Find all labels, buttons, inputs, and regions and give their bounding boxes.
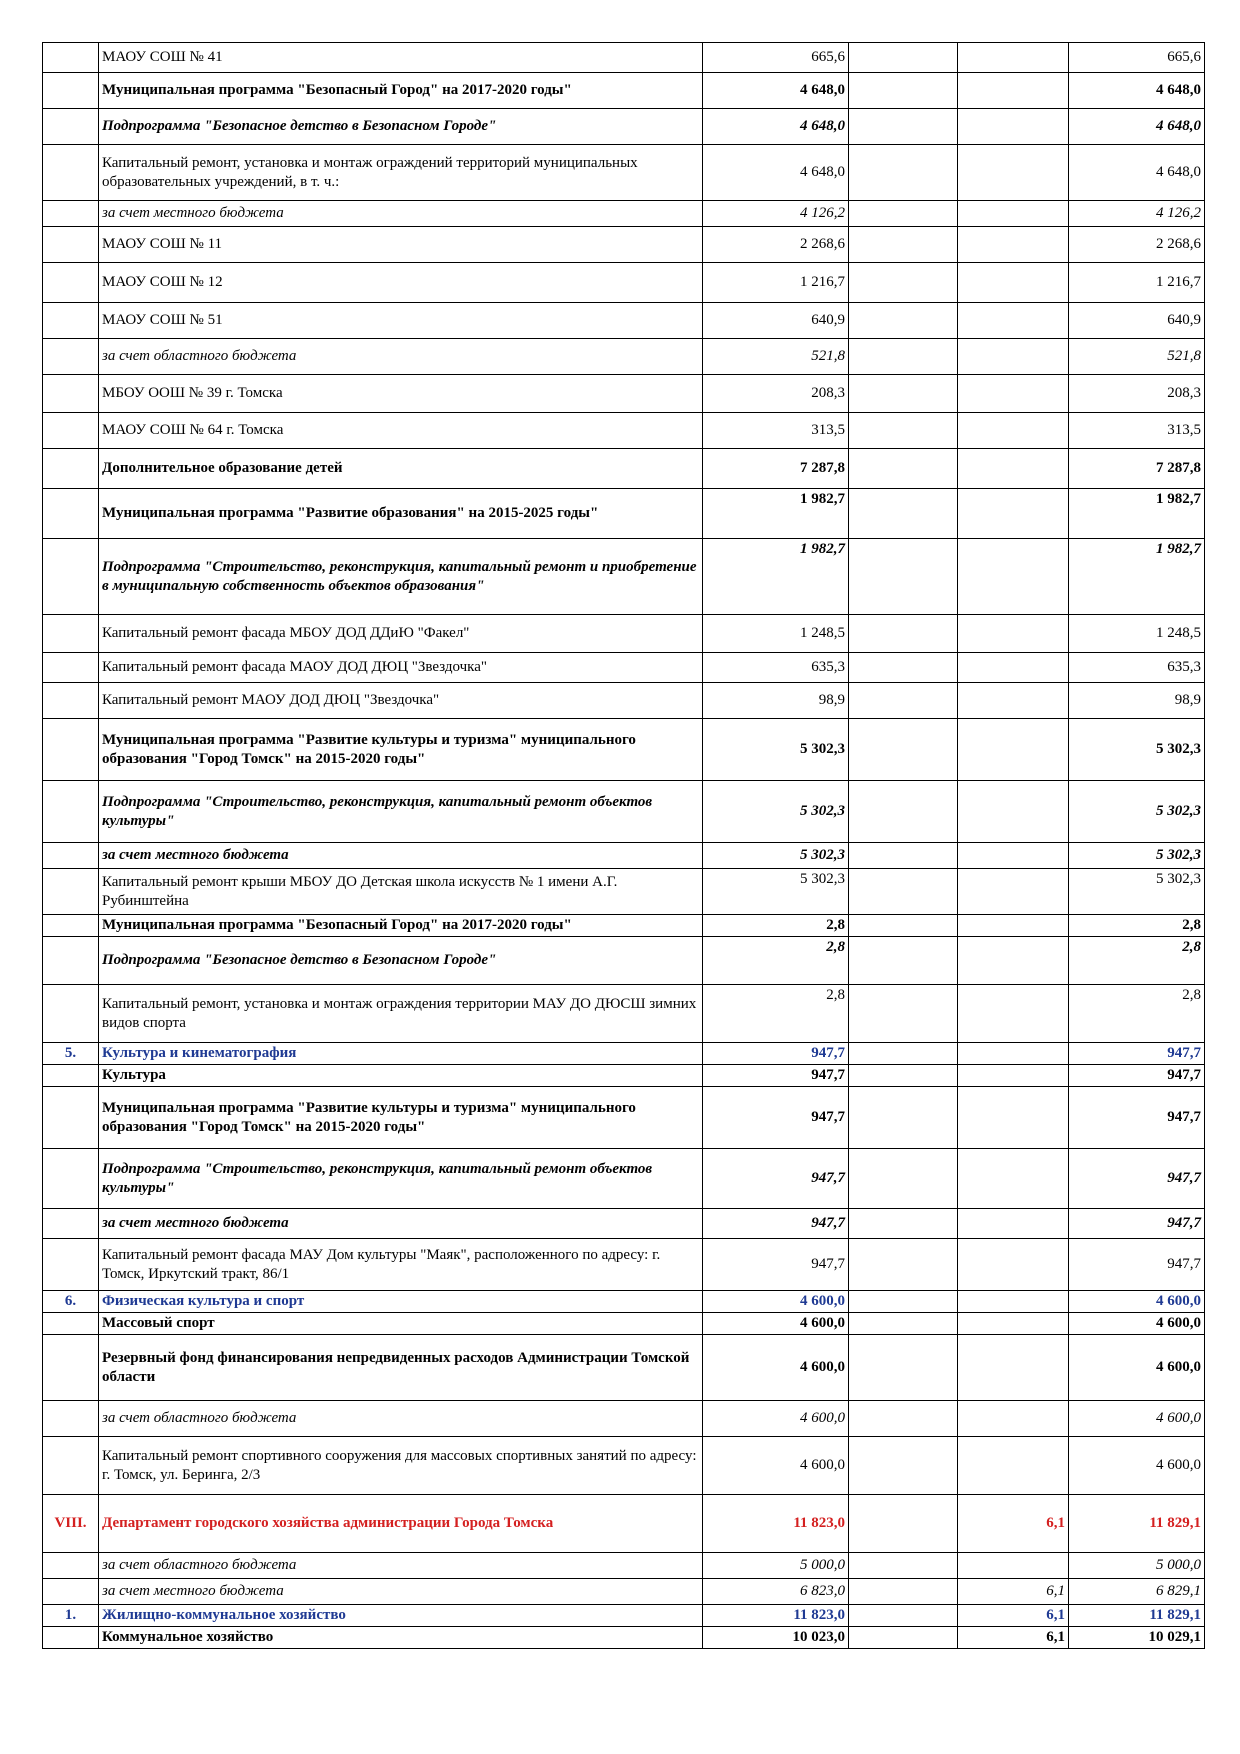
row-value-total: 2,8	[1069, 915, 1205, 937]
row-value-total: 4 126,2	[1069, 201, 1205, 227]
row-name: за счет областного бюджета	[99, 1553, 703, 1579]
row-value-3	[958, 339, 1069, 375]
row-value-3	[958, 1291, 1069, 1313]
row-value-3	[958, 73, 1069, 109]
row-name: МАОУ СОШ № 51	[99, 303, 703, 339]
row-value-2	[849, 201, 958, 227]
row-name: Капитальный ремонт фасада МАУ Дом культуры "Маяк", расположенного по адресу: г. Томск, Иркутский тракт, 86/1	[99, 1239, 703, 1291]
row-value-2	[849, 1605, 958, 1627]
row-value-total: 313,5	[1069, 413, 1205, 449]
row-index	[43, 719, 99, 781]
table-row	[43, 489, 1205, 539]
row-name: Капитальный ремонт фасада МБОУ ДОД ДДиЮ "Факел"	[99, 615, 703, 653]
table-row	[43, 339, 1205, 375]
row-value-2	[849, 145, 958, 201]
row-value-total: 947,7	[1069, 1209, 1205, 1239]
row-value-1: 2,8	[703, 985, 849, 1043]
row-index	[43, 915, 99, 937]
row-index: 1.	[43, 1605, 99, 1627]
row-index	[43, 1335, 99, 1401]
row-name: Муниципальная программа "Развитие культуры и туризма" муниципального образования "Город Томск" на 2015-2020 годы"	[99, 1087, 703, 1149]
row-value-3: 6,1	[958, 1627, 1069, 1649]
row-value-2	[849, 1335, 958, 1401]
row-value-1: 4 600,0	[703, 1401, 849, 1437]
row-value-1: 208,3	[703, 375, 849, 413]
row-value-1: 5 302,3	[703, 719, 849, 781]
table-row	[43, 109, 1205, 145]
row-name: Массовый спорт	[99, 1313, 703, 1335]
row-name: Капитальный ремонт МАОУ ДОД ДЮЦ "Звездочка"	[99, 683, 703, 719]
row-index	[43, 937, 99, 985]
row-name: за счет местного бюджета	[99, 1579, 703, 1605]
row-value-1: 1 248,5	[703, 615, 849, 653]
row-value-1: 947,7	[703, 1043, 849, 1065]
row-index	[43, 1579, 99, 1605]
row-index	[43, 653, 99, 683]
row-name: Муниципальная программа "Безопасный Город" на 2017-2020 годы"	[99, 73, 703, 109]
row-value-3	[958, 1087, 1069, 1149]
row-value-1: 313,5	[703, 413, 849, 449]
row-value-1: 1 216,7	[703, 263, 849, 303]
table-row	[43, 1335, 1205, 1401]
row-name: Подпрограмма "Безопасное детство в Безопасном Городе"	[99, 109, 703, 145]
row-name: Культура и кинематография	[99, 1043, 703, 1065]
table-row	[43, 843, 1205, 869]
row-name: за счет областного бюджета	[99, 339, 703, 375]
row-value-3	[958, 1553, 1069, 1579]
row-value-3	[958, 1335, 1069, 1401]
row-value-total: 208,3	[1069, 375, 1205, 413]
row-value-2	[849, 1043, 958, 1065]
row-value-3	[958, 1401, 1069, 1437]
row-value-2	[849, 43, 958, 73]
row-value-total: 4 600,0	[1069, 1437, 1205, 1495]
row-value-3	[958, 1313, 1069, 1335]
row-name: за счет областного бюджета	[99, 1401, 703, 1437]
row-value-1: 947,7	[703, 1065, 849, 1087]
row-value-3: 6,1	[958, 1605, 1069, 1627]
table-row	[43, 1291, 1205, 1313]
row-value-3	[958, 653, 1069, 683]
row-value-3	[958, 1209, 1069, 1239]
row-value-1: 4 600,0	[703, 1291, 849, 1313]
row-value-total: 4 600,0	[1069, 1313, 1205, 1335]
table-row	[43, 1401, 1205, 1437]
row-value-total: 1 982,7	[1069, 539, 1205, 615]
table-row	[43, 1239, 1205, 1291]
row-index	[43, 1627, 99, 1649]
row-name: МАОУ СОШ № 12	[99, 263, 703, 303]
row-value-1: 4 648,0	[703, 145, 849, 201]
row-value-3: 6,1	[958, 1495, 1069, 1553]
table-row	[43, 1437, 1205, 1495]
row-index	[43, 615, 99, 653]
row-value-2	[849, 653, 958, 683]
row-value-1: 665,6	[703, 43, 849, 73]
table-row	[43, 781, 1205, 843]
row-name: Капитальный ремонт крыши МБОУ ДО Детская школа искусств № 1 имени А.Г. Рубинштейна	[99, 869, 703, 915]
row-value-1: 1 982,7	[703, 489, 849, 539]
row-value-1: 6 823,0	[703, 1579, 849, 1605]
row-value-3	[958, 937, 1069, 985]
row-index	[43, 1087, 99, 1149]
table-row	[43, 1605, 1205, 1627]
row-name: Резервный фонд финансирования непредвиденных расходов Администрации Томской области	[99, 1335, 703, 1401]
row-name: Дополнительное образование детей	[99, 449, 703, 489]
row-value-1: 2,8	[703, 915, 849, 937]
row-name: Коммунальное хозяйство	[99, 1627, 703, 1649]
row-value-total: 521,8	[1069, 339, 1205, 375]
row-index	[43, 1313, 99, 1335]
row-index	[43, 339, 99, 375]
table-row	[43, 937, 1205, 985]
row-value-3	[958, 843, 1069, 869]
row-name: Подпрограмма "Строительство, реконструкция, капитальный ремонт объектов культуры"	[99, 1149, 703, 1209]
row-name: Капитальный ремонт, установка и монтаж ограждения территории МАУ ДО ДЮСШ зимних видов спорта	[99, 985, 703, 1043]
row-name: Подпрограмма "Безопасное детство в Безопасном Городе"	[99, 937, 703, 985]
row-index	[43, 263, 99, 303]
row-value-total: 947,7	[1069, 1065, 1205, 1087]
row-value-1: 11 823,0	[703, 1605, 849, 1627]
row-value-total: 1 248,5	[1069, 615, 1205, 653]
row-value-2	[849, 539, 958, 615]
row-value-total: 5 302,3	[1069, 843, 1205, 869]
row-value-1: 947,7	[703, 1149, 849, 1209]
row-index	[43, 985, 99, 1043]
row-index	[43, 43, 99, 73]
table-row	[43, 1579, 1205, 1605]
row-name: МАОУ СОШ № 64 г. Томска	[99, 413, 703, 449]
row-value-3	[958, 1437, 1069, 1495]
row-value-total: 4 648,0	[1069, 109, 1205, 145]
table-row	[43, 1627, 1205, 1649]
budget-table	[42, 42, 1205, 1649]
row-index	[43, 781, 99, 843]
row-value-total: 947,7	[1069, 1239, 1205, 1291]
row-value-total: 6 829,1	[1069, 1579, 1205, 1605]
table-row	[43, 653, 1205, 683]
row-value-1: 98,9	[703, 683, 849, 719]
row-value-2	[849, 339, 958, 375]
row-index	[43, 227, 99, 263]
row-index	[43, 489, 99, 539]
row-value-1: 4 600,0	[703, 1437, 849, 1495]
row-value-total: 1 982,7	[1069, 489, 1205, 539]
row-value-total: 5 000,0	[1069, 1553, 1205, 1579]
row-value-2	[849, 915, 958, 937]
row-value-1: 5 000,0	[703, 1553, 849, 1579]
row-value-2	[849, 937, 958, 985]
row-value-3	[958, 1065, 1069, 1087]
row-value-3	[958, 615, 1069, 653]
row-value-2	[849, 1579, 958, 1605]
row-value-total: 947,7	[1069, 1043, 1205, 1065]
row-index	[43, 1149, 99, 1209]
row-index	[43, 1401, 99, 1437]
row-value-2	[849, 781, 958, 843]
row-value-total: 4 600,0	[1069, 1335, 1205, 1401]
row-index	[43, 73, 99, 109]
row-index: VIII.	[43, 1495, 99, 1553]
row-name: Жилищно-коммунальное хозяйство	[99, 1605, 703, 1627]
row-value-3	[958, 227, 1069, 263]
row-value-2	[849, 1401, 958, 1437]
row-value-1: 4 600,0	[703, 1313, 849, 1335]
row-value-2	[849, 1437, 958, 1495]
row-value-3	[958, 539, 1069, 615]
row-value-2	[849, 615, 958, 653]
row-value-2	[849, 1087, 958, 1149]
row-index	[43, 539, 99, 615]
row-value-2	[849, 227, 958, 263]
row-value-2	[849, 1149, 958, 1209]
row-value-total: 5 302,3	[1069, 869, 1205, 915]
row-name: Капитальный ремонт спортивного сооружения для массовых спортивных занятий по адресу: г. Томск, ул. Беринга, 2/3	[99, 1437, 703, 1495]
table-row	[43, 719, 1205, 781]
row-value-3	[958, 683, 1069, 719]
row-value-total: 665,6	[1069, 43, 1205, 73]
row-value-1: 521,8	[703, 339, 849, 375]
row-index	[43, 375, 99, 413]
row-index	[43, 413, 99, 449]
row-index	[43, 303, 99, 339]
row-value-2	[849, 1239, 958, 1291]
row-index	[43, 109, 99, 145]
row-value-3	[958, 375, 1069, 413]
table-row	[43, 303, 1205, 339]
table-row	[43, 73, 1205, 109]
row-value-total: 10 029,1	[1069, 1627, 1205, 1649]
row-value-2	[849, 375, 958, 413]
row-value-3	[958, 1239, 1069, 1291]
row-value-total: 947,7	[1069, 1087, 1205, 1149]
row-value-total: 1 216,7	[1069, 263, 1205, 303]
row-index	[43, 1553, 99, 1579]
row-value-3	[958, 413, 1069, 449]
row-value-2	[849, 719, 958, 781]
row-index	[43, 449, 99, 489]
table-row	[43, 449, 1205, 489]
row-value-1: 947,7	[703, 1087, 849, 1149]
row-value-2	[849, 869, 958, 915]
row-value-2	[849, 1627, 958, 1649]
table-row	[43, 375, 1205, 413]
row-index	[43, 1239, 99, 1291]
row-value-1: 635,3	[703, 653, 849, 683]
table-row	[43, 1065, 1205, 1087]
row-name: за счет местного бюджета	[99, 201, 703, 227]
row-value-1: 11 823,0	[703, 1495, 849, 1553]
row-value-3	[958, 449, 1069, 489]
table-row	[43, 263, 1205, 303]
row-value-1: 2 268,6	[703, 227, 849, 263]
table-row	[43, 1313, 1205, 1335]
row-value-3	[958, 1149, 1069, 1209]
row-value-3	[958, 1043, 1069, 1065]
row-name: Подпрограмма "Строительство, реконструкция, капитальный ремонт и приобретение в муниципальную собственность объектов образования"	[99, 539, 703, 615]
row-value-total: 635,3	[1069, 653, 1205, 683]
row-value-1: 947,7	[703, 1209, 849, 1239]
row-value-total: 7 287,8	[1069, 449, 1205, 489]
row-value-3	[958, 263, 1069, 303]
row-value-total: 5 302,3	[1069, 719, 1205, 781]
row-value-1: 7 287,8	[703, 449, 849, 489]
row-value-2	[849, 1065, 958, 1087]
row-value-1: 4 648,0	[703, 73, 849, 109]
row-value-3	[958, 43, 1069, 73]
row-index	[43, 683, 99, 719]
table-row	[43, 1553, 1205, 1579]
row-name: Муниципальная программа "Развитие образования" на 2015-2025 годы"	[99, 489, 703, 539]
row-value-1: 947,7	[703, 1239, 849, 1291]
row-value-3	[958, 915, 1069, 937]
row-name: Подпрограмма "Строительство, реконструкция, капитальный ремонт объектов культуры"	[99, 781, 703, 843]
row-value-3	[958, 489, 1069, 539]
row-name: за счет местного бюджета	[99, 1209, 703, 1239]
row-value-2	[849, 303, 958, 339]
row-value-total: 11 829,1	[1069, 1495, 1205, 1553]
row-value-1: 4 126,2	[703, 201, 849, 227]
row-value-2	[849, 1291, 958, 1313]
table-row	[43, 227, 1205, 263]
row-value-3	[958, 201, 1069, 227]
budget-table-body	[43, 43, 1205, 1649]
row-index: 5.	[43, 1043, 99, 1065]
row-index: 6.	[43, 1291, 99, 1313]
row-value-2	[849, 843, 958, 869]
row-value-total: 2,8	[1069, 937, 1205, 985]
row-name: Муниципальная программа "Развитие культуры и туризма" муниципального образования "Город Томск" на 2015-2020 годы"	[99, 719, 703, 781]
row-value-1: 4 600,0	[703, 1335, 849, 1401]
row-value-1: 2,8	[703, 937, 849, 985]
row-value-total: 640,9	[1069, 303, 1205, 339]
row-value-2	[849, 1553, 958, 1579]
row-value-2	[849, 73, 958, 109]
row-name: МАОУ СОШ № 41	[99, 43, 703, 73]
table-row	[43, 201, 1205, 227]
row-name: Капитальный ремонт фасада МАОУ ДОД ДЮЦ "Звездочка"	[99, 653, 703, 683]
row-value-1: 1 982,7	[703, 539, 849, 615]
table-row	[43, 869, 1205, 915]
row-index	[43, 145, 99, 201]
row-value-1: 5 302,3	[703, 843, 849, 869]
row-index	[43, 843, 99, 869]
table-row	[43, 539, 1205, 615]
row-value-2	[849, 1209, 958, 1239]
row-value-2	[849, 1313, 958, 1335]
row-value-total: 4 600,0	[1069, 1401, 1205, 1437]
row-value-3	[958, 145, 1069, 201]
row-value-3	[958, 985, 1069, 1043]
row-value-total: 4 600,0	[1069, 1291, 1205, 1313]
row-value-total: 2,8	[1069, 985, 1205, 1043]
row-name: Физическая культура и спорт	[99, 1291, 703, 1313]
row-index	[43, 1209, 99, 1239]
table-row	[43, 145, 1205, 201]
row-name: за счет местного бюджета	[99, 843, 703, 869]
row-value-1: 5 302,3	[703, 869, 849, 915]
row-value-total: 2 268,6	[1069, 227, 1205, 263]
row-value-total: 5 302,3	[1069, 781, 1205, 843]
row-value-total: 947,7	[1069, 1149, 1205, 1209]
row-value-3: 6,1	[958, 1579, 1069, 1605]
row-name: Муниципальная программа "Безопасный Город" на 2017-2020 годы"	[99, 915, 703, 937]
row-value-total: 4 648,0	[1069, 145, 1205, 201]
row-value-total: 4 648,0	[1069, 73, 1205, 109]
row-value-2	[849, 449, 958, 489]
row-value-2	[849, 683, 958, 719]
row-name: Департамент городского хозяйства администрации Города Томска	[99, 1495, 703, 1553]
table-row	[43, 1149, 1205, 1209]
row-name: МАОУ СОШ № 11	[99, 227, 703, 263]
row-value-total: 98,9	[1069, 683, 1205, 719]
row-value-total: 11 829,1	[1069, 1605, 1205, 1627]
row-value-1: 640,9	[703, 303, 849, 339]
row-name: Культура	[99, 1065, 703, 1087]
row-value-2	[849, 1495, 958, 1553]
row-value-2	[849, 263, 958, 303]
row-value-3	[958, 303, 1069, 339]
table-row	[43, 1495, 1205, 1553]
row-index	[43, 201, 99, 227]
row-index	[43, 1437, 99, 1495]
row-value-1: 5 302,3	[703, 781, 849, 843]
row-name: МБОУ ООШ № 39 г. Томска	[99, 375, 703, 413]
row-index	[43, 869, 99, 915]
table-row	[43, 683, 1205, 719]
table-row	[43, 413, 1205, 449]
row-value-2	[849, 985, 958, 1043]
row-name: Капитальный ремонт, установка и монтаж ограждений территорий муниципальных образовательных учреждений, в т. ч.:	[99, 145, 703, 201]
table-row	[43, 985, 1205, 1043]
row-value-3	[958, 109, 1069, 145]
row-value-2	[849, 109, 958, 145]
table-row	[43, 915, 1205, 937]
row-value-1: 10 023,0	[703, 1627, 849, 1649]
table-row	[43, 43, 1205, 73]
row-value-2	[849, 413, 958, 449]
row-value-2	[849, 489, 958, 539]
table-row	[43, 1087, 1205, 1149]
table-row	[43, 1043, 1205, 1065]
table-row	[43, 1209, 1205, 1239]
row-value-3	[958, 719, 1069, 781]
row-value-3	[958, 781, 1069, 843]
row-index	[43, 1065, 99, 1087]
row-value-1: 4 648,0	[703, 109, 849, 145]
table-row	[43, 615, 1205, 653]
row-value-3	[958, 869, 1069, 915]
